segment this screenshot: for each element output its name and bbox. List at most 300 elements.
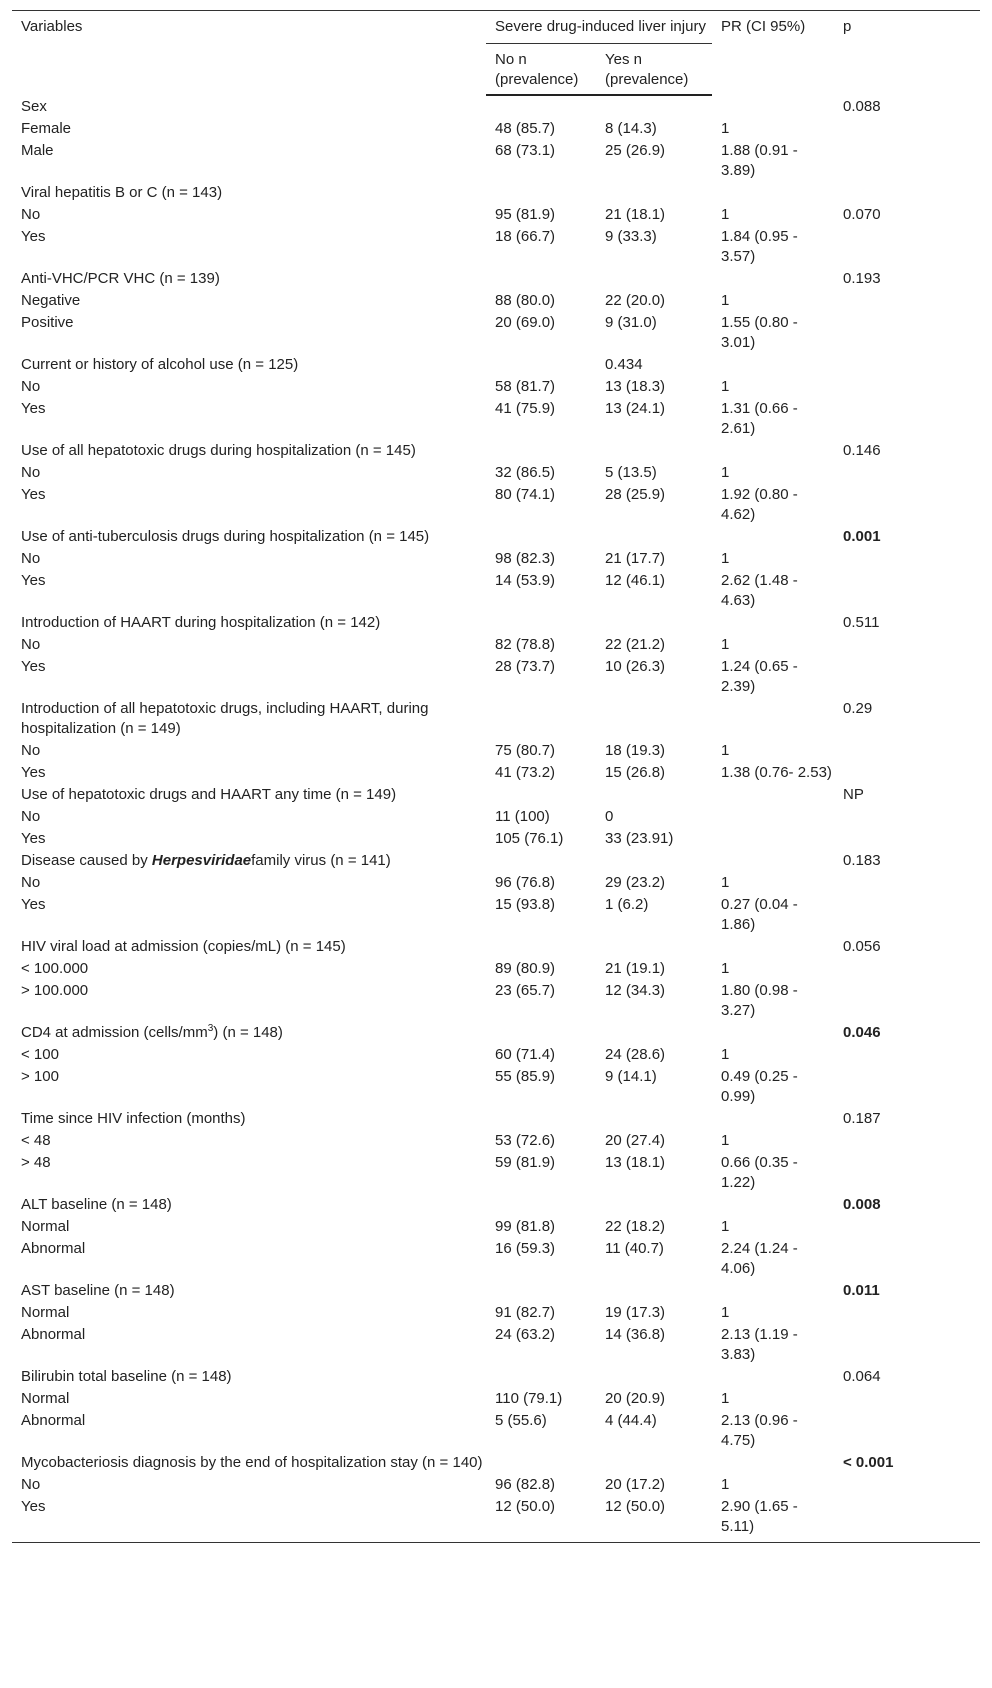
table-row bbox=[12, 1496, 980, 1543]
cell-no: 5 (55.6) bbox=[495, 1412, 547, 1429]
cell-p bbox=[834, 548, 980, 570]
cell-p bbox=[834, 1152, 980, 1194]
cell-yes: 21 (18.1) bbox=[605, 206, 666, 223]
cell-yes bbox=[596, 526, 712, 548]
table-row bbox=[12, 784, 980, 806]
row-label: No bbox=[21, 636, 41, 653]
cell-pr: 1 bbox=[721, 960, 730, 977]
table-row bbox=[12, 1044, 980, 1066]
row-label: > 100.000 bbox=[21, 982, 89, 999]
cell-no bbox=[486, 1452, 596, 1474]
cell-p bbox=[834, 290, 980, 312]
cell-yes: 0.434 bbox=[605, 356, 643, 373]
table-row bbox=[12, 1238, 980, 1280]
row-label: Use of hepatotoxic drugs and HAART any time (n = 149) bbox=[21, 786, 397, 803]
table-row bbox=[12, 354, 980, 376]
cell-p: NP bbox=[843, 786, 864, 803]
cell-yes: 13 (18.3) bbox=[605, 378, 666, 395]
table-row bbox=[12, 1302, 980, 1324]
header-pr: PR (CI 95%) bbox=[712, 11, 834, 96]
row-label: Yes bbox=[21, 572, 46, 589]
label-part: family virus (n = 141) bbox=[251, 852, 391, 869]
cell-p: 0.070 bbox=[843, 206, 881, 223]
table-row bbox=[12, 1194, 980, 1216]
row-label: > 100 bbox=[21, 1068, 59, 1085]
cell-no bbox=[486, 95, 596, 118]
row-label: No bbox=[21, 550, 41, 567]
cell-yes: 22 (20.0) bbox=[605, 292, 666, 309]
table-row bbox=[12, 484, 980, 526]
cell-pr: 1.24 (0.65 - 2.39) bbox=[721, 658, 798, 695]
table-row bbox=[12, 95, 980, 118]
label-superscript: 3 bbox=[207, 1023, 214, 1034]
cell-p bbox=[834, 958, 980, 980]
table-row bbox=[12, 1366, 980, 1388]
cell-no: 41 (75.9) bbox=[495, 400, 556, 417]
cell-no: 59 (81.9) bbox=[495, 1154, 556, 1171]
cell-no: 110 (79.1) bbox=[495, 1390, 563, 1407]
table-row bbox=[12, 290, 980, 312]
cell-no bbox=[486, 440, 596, 462]
cell-no: 60 (71.4) bbox=[495, 1046, 556, 1063]
table-row bbox=[12, 118, 980, 140]
cell-p: 0.046 bbox=[843, 1024, 881, 1041]
row-label: Yes bbox=[21, 896, 46, 913]
row-label: No bbox=[21, 874, 41, 891]
table-row bbox=[12, 440, 980, 462]
cell-no bbox=[486, 1108, 596, 1130]
cell-yes: 18 (19.3) bbox=[605, 742, 666, 759]
cell-yes bbox=[596, 268, 712, 290]
row-label: > 48 bbox=[21, 1154, 51, 1171]
row-label: Introduction of all hepatotoxic drugs, including HAART, during hospitalization (n = 149) bbox=[21, 700, 429, 737]
row-label: Anti-VHC/PCR VHC (n = 139) bbox=[21, 270, 220, 287]
cell-no bbox=[486, 1280, 596, 1302]
cell-no: 91 (82.7) bbox=[495, 1304, 556, 1321]
row-label: Positive bbox=[21, 314, 74, 331]
cell-pr bbox=[712, 1108, 834, 1130]
cell-p bbox=[834, 226, 980, 268]
row-label bbox=[12, 1022, 486, 1044]
table-row bbox=[12, 1324, 980, 1366]
row-label: ALT baseline (n = 148) bbox=[21, 1196, 172, 1213]
cell-pr bbox=[712, 526, 834, 548]
cell-no bbox=[486, 850, 596, 872]
label-part: ) (n = 148) bbox=[213, 1024, 283, 1041]
cell-pr: 1 bbox=[721, 206, 730, 223]
table-row bbox=[12, 740, 980, 762]
cell-pr bbox=[712, 828, 834, 850]
table-row bbox=[12, 936, 980, 958]
cell-no bbox=[486, 698, 596, 740]
cell-p bbox=[834, 806, 980, 828]
cell-yes: 12 (50.0) bbox=[596, 1496, 712, 1543]
table-row bbox=[12, 268, 980, 290]
cell-yes bbox=[596, 784, 712, 806]
row-label: Abnormal bbox=[21, 1412, 86, 1429]
row-label: No bbox=[21, 378, 41, 395]
cell-pr bbox=[712, 354, 834, 376]
cell-yes: 1 (6.2) bbox=[605, 896, 649, 913]
cell-pr bbox=[712, 1194, 834, 1216]
cell-yes: 9 (33.3) bbox=[605, 228, 657, 245]
cell-p bbox=[834, 376, 980, 398]
cell-pr bbox=[712, 1280, 834, 1302]
cell-no bbox=[486, 182, 596, 204]
row-label: Current or history of alcohol use (n = 125) bbox=[21, 356, 299, 373]
table-row bbox=[12, 698, 980, 740]
row-label: Yes bbox=[21, 830, 46, 847]
cell-yes: 12 (46.1) bbox=[605, 572, 666, 589]
row-label: No bbox=[21, 464, 41, 481]
row-label: Time since HIV infection (months) bbox=[21, 1110, 246, 1127]
cell-yes: 12 (34.3) bbox=[605, 982, 666, 999]
cell-no: 23 (65.7) bbox=[495, 982, 556, 999]
row-label: Viral hepatitis B or C (n = 143) bbox=[21, 184, 223, 201]
cell-pr bbox=[712, 1366, 834, 1388]
cell-p bbox=[834, 1302, 980, 1324]
cell-no bbox=[486, 354, 596, 376]
cell-pr: 0.49 (0.25 - 0.99) bbox=[721, 1068, 798, 1105]
cell-no: 20 (69.0) bbox=[495, 314, 556, 331]
cell-yes: 19 (17.3) bbox=[605, 1304, 666, 1321]
cell-pr: 1.84 (0.95 - 3.57) bbox=[721, 228, 798, 265]
cell-p bbox=[834, 1066, 980, 1108]
table-row bbox=[12, 894, 980, 936]
cell-p bbox=[834, 354, 980, 376]
cell-pr: 1 bbox=[721, 874, 730, 891]
cell-p: 0.187 bbox=[843, 1110, 881, 1127]
cell-pr: 1 bbox=[721, 742, 730, 759]
header-p: p bbox=[834, 11, 980, 96]
cell-p: 0.056 bbox=[843, 938, 881, 955]
table-row bbox=[12, 182, 980, 204]
cell-yes bbox=[596, 936, 712, 958]
cell-yes: 0 bbox=[605, 808, 614, 825]
cell-no: 53 (72.6) bbox=[495, 1132, 556, 1149]
cell-pr bbox=[712, 95, 834, 118]
cell-no: 14 (53.9) bbox=[495, 572, 556, 589]
row-label: Normal bbox=[21, 1218, 70, 1235]
cell-pr: 1 bbox=[721, 464, 730, 481]
row-label: Female bbox=[21, 120, 72, 137]
cell-no: 98 (82.3) bbox=[495, 550, 556, 567]
cell-no: 28 (73.7) bbox=[495, 658, 556, 675]
cell-p bbox=[834, 312, 980, 354]
cell-yes bbox=[596, 95, 712, 118]
cell-pr bbox=[712, 1452, 834, 1474]
cell-p bbox=[834, 656, 980, 698]
cell-no: 105 (76.1) bbox=[495, 830, 564, 847]
cell-no bbox=[486, 1022, 596, 1044]
row-label: < 100 bbox=[21, 1046, 59, 1063]
cell-pr: 2.13 (1.19 - 3.83) bbox=[721, 1326, 798, 1363]
table-row bbox=[12, 980, 980, 1022]
table-row bbox=[12, 1388, 980, 1410]
cell-pr bbox=[712, 182, 834, 204]
cell-yes: 5 (13.5) bbox=[605, 464, 657, 481]
cell-p bbox=[834, 1496, 980, 1543]
cell-p: 0.146 bbox=[843, 442, 881, 459]
table-row bbox=[12, 570, 980, 612]
table-row bbox=[12, 762, 980, 784]
table-row bbox=[12, 1152, 980, 1194]
cell-no bbox=[486, 1366, 596, 1388]
cell-p bbox=[834, 1324, 980, 1366]
table-row bbox=[12, 226, 980, 268]
table-row bbox=[12, 612, 980, 634]
header-severe-dili: Severe drug-induced liver injury bbox=[486, 11, 712, 44]
header-no: No n (prevalence) bbox=[486, 44, 596, 96]
cell-yes: 24 (28.6) bbox=[605, 1046, 666, 1063]
cell-no bbox=[486, 1194, 596, 1216]
label-part: Disease caused by bbox=[21, 852, 152, 869]
cell-pr bbox=[712, 268, 834, 290]
cell-no: 32 (86.5) bbox=[495, 464, 556, 481]
cell-yes: 4 (44.4) bbox=[605, 1412, 657, 1429]
cell-no: 58 (81.7) bbox=[495, 378, 556, 395]
table-row bbox=[12, 850, 980, 872]
cell-no bbox=[486, 936, 596, 958]
cell-p bbox=[834, 1238, 980, 1280]
row-label: < 100.000 bbox=[21, 960, 89, 977]
cell-no: 16 (59.3) bbox=[495, 1240, 556, 1257]
cell-pr: 2.62 (1.48 - 4.63) bbox=[721, 572, 798, 609]
table-row bbox=[12, 634, 980, 656]
table-row bbox=[12, 312, 980, 354]
header-variables: Variables bbox=[12, 11, 486, 96]
cell-p bbox=[834, 872, 980, 894]
cell-yes bbox=[596, 850, 712, 872]
table-row bbox=[12, 958, 980, 980]
cell-p: 0.193 bbox=[843, 270, 881, 287]
cell-p bbox=[834, 1410, 980, 1452]
cell-no: 88 (80.0) bbox=[495, 292, 556, 309]
cell-yes: 10 (26.3) bbox=[605, 658, 666, 675]
cell-p: 0.064 bbox=[843, 1368, 881, 1385]
cell-pr: 1 bbox=[721, 1218, 730, 1235]
cell-p bbox=[834, 118, 980, 140]
cell-p bbox=[834, 462, 980, 484]
cell-p: 0.008 bbox=[843, 1196, 881, 1213]
cell-yes: 21 (17.7) bbox=[605, 550, 666, 567]
row-label: AST baseline (n = 148) bbox=[21, 1282, 175, 1299]
table-row bbox=[12, 462, 980, 484]
cell-p bbox=[834, 894, 980, 936]
table-row bbox=[12, 806, 980, 828]
cell-pr: 1.31 (0.66 - 2.61) bbox=[721, 400, 798, 437]
cell-yes: 28 (25.9) bbox=[605, 486, 666, 503]
cell-pr bbox=[712, 440, 834, 462]
cell-p bbox=[834, 140, 980, 182]
cell-pr: 1.38 (0.76- 2.53) bbox=[721, 764, 832, 781]
table-body bbox=[12, 95, 980, 1543]
cell-yes: 13 (18.1) bbox=[605, 1154, 666, 1171]
cell-p bbox=[834, 762, 980, 784]
cell-yes: 33 (23.91) bbox=[605, 830, 674, 847]
cell-pr bbox=[712, 806, 834, 828]
cell-pr: 1.92 (0.80 - 4.62) bbox=[721, 486, 798, 523]
cell-pr: 0.27 (0.04 - 1.86) bbox=[721, 896, 798, 933]
cell-no: 95 (81.9) bbox=[495, 206, 556, 223]
cell-yes bbox=[596, 1108, 712, 1130]
cell-p: 0.29 bbox=[843, 700, 873, 717]
cell-pr: 1 bbox=[721, 292, 730, 309]
cell-no bbox=[486, 612, 596, 634]
cell-pr: 1 bbox=[721, 550, 730, 567]
cell-yes bbox=[596, 440, 712, 462]
cell-pr: 1 bbox=[721, 120, 730, 137]
cell-p bbox=[834, 570, 980, 612]
table-row bbox=[12, 656, 980, 698]
row-label: HIV viral load at admission (copies/mL) (n = 145) bbox=[21, 938, 346, 955]
cell-p bbox=[834, 1044, 980, 1066]
row-label: Mycobacteriosis diagnosis by the end of hospitalization stay (n = 140) bbox=[21, 1454, 483, 1471]
cell-pr: 2.13 (0.96 - 4.75) bbox=[721, 1412, 798, 1449]
cell-no bbox=[486, 268, 596, 290]
cell-p bbox=[834, 1474, 980, 1496]
cell-pr bbox=[712, 936, 834, 958]
cell-p: 0.511 bbox=[843, 614, 880, 631]
cell-yes bbox=[596, 612, 712, 634]
cell-yes: 14 (36.8) bbox=[605, 1326, 666, 1343]
cell-yes: 8 (14.3) bbox=[605, 120, 657, 137]
row-label: Sex bbox=[21, 98, 47, 115]
cell-pr: 0.66 (0.35 - 1.22) bbox=[721, 1154, 798, 1191]
cell-pr bbox=[712, 784, 834, 806]
table-header bbox=[12, 11, 980, 96]
cell-yes bbox=[596, 182, 712, 204]
cell-no: 89 (80.9) bbox=[495, 960, 556, 977]
row-label: Normal bbox=[21, 1390, 70, 1407]
cell-p: 0.011 bbox=[843, 1282, 880, 1299]
cell-no: 68 (73.1) bbox=[495, 142, 556, 159]
cell-no: 18 (66.7) bbox=[495, 228, 556, 245]
row-label: Use of anti-tuberculosis drugs during hospitalization (n = 145) bbox=[21, 528, 430, 545]
results-table-container bbox=[12, 10, 980, 1543]
cell-yes: 15 (26.8) bbox=[605, 764, 666, 781]
cell-yes bbox=[596, 698, 712, 740]
results-table bbox=[12, 10, 980, 1543]
table-row bbox=[12, 526, 980, 548]
table-row bbox=[12, 1108, 980, 1130]
table-row bbox=[12, 204, 980, 226]
row-label: Bilirubin total baseline (n = 148) bbox=[21, 1368, 232, 1385]
table-row bbox=[12, 872, 980, 894]
cell-pr: 1 bbox=[721, 1390, 730, 1407]
cell-p bbox=[834, 634, 980, 656]
cell-yes bbox=[596, 1022, 712, 1044]
cell-p: 0.001 bbox=[843, 528, 881, 545]
cell-yes: 20 (27.4) bbox=[605, 1132, 666, 1149]
cell-pr: 1 bbox=[721, 636, 730, 653]
row-label: < 48 bbox=[21, 1132, 51, 1149]
table-row bbox=[12, 398, 980, 440]
cell-p bbox=[834, 1130, 980, 1152]
row-label: Yes bbox=[12, 1496, 486, 1543]
cell-pr: 1.80 (0.98 - 3.27) bbox=[721, 982, 798, 1019]
cell-yes bbox=[596, 1366, 712, 1388]
row-label: Normal bbox=[21, 1304, 70, 1321]
row-label: No bbox=[21, 206, 41, 223]
table-row bbox=[12, 1410, 980, 1452]
row-label: No bbox=[21, 742, 41, 759]
cell-yes: 25 (26.9) bbox=[605, 142, 666, 159]
cell-yes: 20 (20.9) bbox=[605, 1390, 666, 1407]
header-yes: Yes n (prevalence) bbox=[596, 44, 712, 96]
table-row bbox=[12, 140, 980, 182]
cell-yes: 22 (18.2) bbox=[605, 1218, 666, 1235]
cell-pr: 1.88 (0.91 - 3.89) bbox=[721, 142, 798, 179]
cell-yes: 21 (19.1) bbox=[605, 960, 666, 977]
cell-p bbox=[834, 980, 980, 1022]
row-label: No bbox=[21, 808, 41, 825]
cell-pr bbox=[712, 1022, 834, 1044]
row-label: Yes bbox=[21, 486, 46, 503]
cell-p bbox=[834, 182, 980, 204]
table-row bbox=[12, 1216, 980, 1238]
cell-pr: 1 bbox=[721, 1476, 730, 1493]
cell-yes bbox=[596, 1194, 712, 1216]
row-label: Use of all hepatotoxic drugs during hospitalization (n = 145) bbox=[21, 442, 416, 459]
cell-yes: 13 (24.1) bbox=[605, 400, 666, 417]
cell-no: 96 (76.8) bbox=[495, 874, 556, 891]
cell-yes: 22 (21.2) bbox=[605, 636, 666, 653]
label-italic: Herpesviridae bbox=[151, 852, 252, 869]
cell-p bbox=[834, 484, 980, 526]
cell-pr: 2.90 (1.65 - 5.11) bbox=[712, 1496, 834, 1543]
cell-pr bbox=[712, 698, 834, 740]
row-label: Yes bbox=[21, 658, 46, 675]
table-row bbox=[12, 1474, 980, 1496]
cell-pr: 2.24 (1.24 - 4.06) bbox=[721, 1240, 798, 1277]
cell-no: 75 (80.7) bbox=[495, 742, 556, 759]
cell-p: < 0.001 bbox=[843, 1454, 894, 1471]
cell-pr: 1 bbox=[721, 378, 730, 395]
cell-pr: 1.55 (0.80 - 3.01) bbox=[721, 314, 798, 351]
table-row bbox=[12, 1280, 980, 1302]
table-row bbox=[12, 1130, 980, 1152]
cell-p: 0.183 bbox=[843, 852, 881, 869]
row-label: Male bbox=[21, 142, 54, 159]
cell-p bbox=[834, 828, 980, 850]
row-label: Yes bbox=[21, 228, 46, 245]
row-label bbox=[12, 850, 486, 872]
cell-pr bbox=[712, 612, 834, 634]
cell-no bbox=[486, 784, 596, 806]
cell-no: 80 (74.1) bbox=[495, 486, 556, 503]
cell-pr: 1 bbox=[721, 1046, 730, 1063]
cell-no: 11 (100) bbox=[495, 808, 550, 825]
row-label: Introduction of HAART during hospitalization (n = 142) bbox=[21, 614, 381, 631]
cell-p: 0.088 bbox=[843, 98, 881, 115]
table-row bbox=[12, 376, 980, 398]
cell-no bbox=[486, 526, 596, 548]
row-label: Yes bbox=[21, 400, 46, 417]
cell-yes bbox=[596, 1452, 712, 1474]
row-label: Abnormal bbox=[21, 1240, 86, 1257]
row-label: Abnormal bbox=[21, 1326, 86, 1343]
cell-yes bbox=[596, 1280, 712, 1302]
cell-pr bbox=[712, 850, 834, 872]
cell-no: 96 (82.8) bbox=[495, 1476, 556, 1493]
cell-no: 55 (85.9) bbox=[495, 1068, 556, 1085]
cell-yes: 9 (14.1) bbox=[605, 1068, 657, 1085]
cell-no: 12 (50.0) bbox=[486, 1496, 596, 1543]
cell-no: 41 (73.2) bbox=[495, 764, 556, 781]
cell-no: 82 (78.8) bbox=[495, 636, 556, 653]
cell-no: 48 (85.7) bbox=[495, 120, 556, 137]
